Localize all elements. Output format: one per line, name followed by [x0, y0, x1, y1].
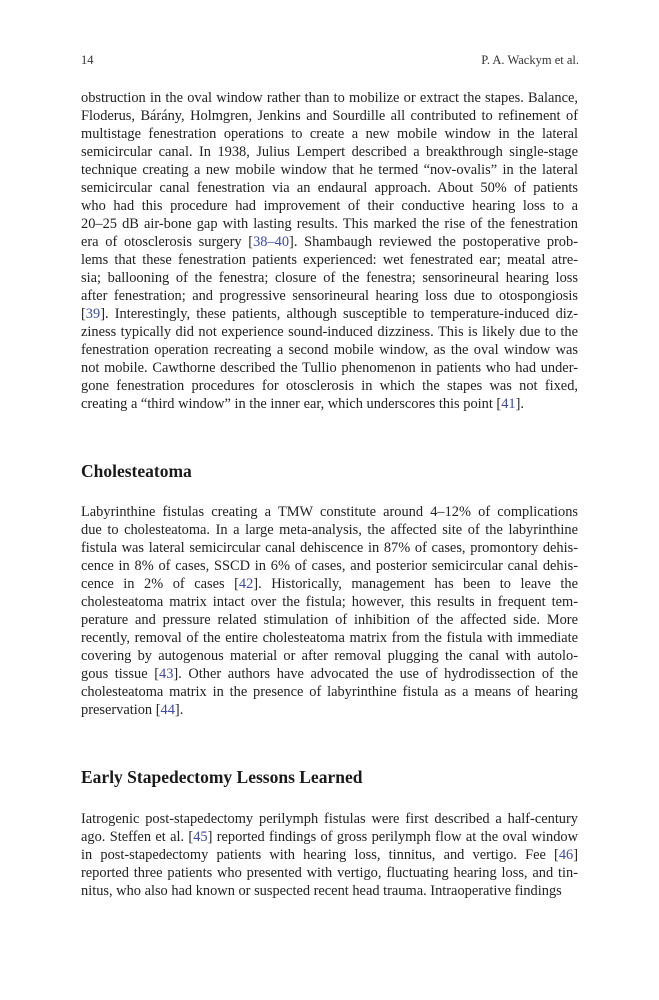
section-heading-cholesteatoma: Cholesteatoma: [81, 461, 192, 481]
citation-link[interactable]: 46: [558, 847, 574, 863]
text-line: [81, 683, 578, 701]
text-segment: nitus, who also had known or suspected recent head trauma. Intraoperative findings: [81, 883, 562, 899]
text-segment: creating a “third window” in the inner ear, which underscores this point [: [81, 396, 502, 412]
text-line: [81, 179, 578, 197]
text-segment: Floderus, Bárány, Holmgren, Jenkins and Sourdille all contributed to refinement of: [81, 108, 578, 124]
text-line: [81, 503, 578, 521]
running-header-author: P. A. Wackym et al.: [481, 53, 579, 67]
text-line: [81, 323, 578, 341]
text-segment: sia; ballooning of the fenestra; closure of the fenestra; sensorineural hearing loss: [81, 270, 578, 286]
text-line: [81, 882, 578, 900]
text-line: [81, 341, 578, 359]
text-segment: lems that these fenestration patients experienced: wet fenestrated ear; meatal atre-: [81, 252, 578, 268]
text-segment: cholesteatoma matrix intact over the fistula; however, this results in frequent tem-: [81, 594, 578, 610]
text-line: [81, 539, 578, 557]
text-line: [81, 107, 578, 125]
text-segment: preservation [: [81, 702, 161, 718]
text-line: [81, 215, 578, 233]
citation-link[interactable]: 39: [85, 306, 101, 322]
text-segment: after fenestration; and progressive sensorineural hearing loss due to otospongiosis: [81, 288, 578, 304]
text-segment: ] reported findings of gross perilymph flow at the oval window: [207, 829, 578, 845]
text-line: [81, 359, 578, 377]
text-segment: gous tissue [: [81, 666, 159, 682]
text-line: [81, 287, 578, 305]
text-line: [81, 305, 578, 323]
text-line: [81, 611, 578, 629]
text-line: [81, 377, 578, 395]
text-line: [81, 521, 578, 539]
body-paragraph-intro: [81, 89, 578, 413]
text-line: [81, 125, 578, 143]
text-segment: reported three patients who presented with vertigo, fluctuating hearing loss, and tin-: [81, 865, 578, 881]
text-line: [81, 161, 578, 179]
text-segment: Iatrogenic post-stapedectomy perilymph fistulas were first described a half-century: [81, 811, 578, 827]
citation-link[interactable]: 44: [160, 702, 175, 718]
citation-link[interactable]: 42: [238, 576, 254, 592]
text-line: [81, 89, 578, 107]
text-segment: recently, removal of the entire cholesteatoma matrix from the fistula with immediate: [81, 630, 578, 646]
text-line: [81, 665, 578, 683]
citation-link[interactable]: 41: [501, 396, 516, 412]
text-segment: ziness typically did not experience sound-induced dizziness. This is likely due to the: [81, 324, 578, 340]
text-segment: semicircular canal. In 1938, Julius Lempert described a breakthrough single-stage: [81, 144, 578, 160]
text-line: [81, 557, 578, 575]
section-heading-early-stapedectomy: Early Stapedectomy Lessons Learned: [81, 767, 363, 787]
text-segment: ].: [515, 396, 524, 412]
text-line: [81, 629, 578, 647]
text-segment: who had this procedure had improvement of their conductive hearing loss to a: [81, 198, 578, 214]
text-segment: era of otosclerosis surgery [: [81, 234, 254, 250]
text-segment: ]. Other authors have advocated the use of hydrodissection of the: [173, 666, 578, 682]
text-line: [81, 864, 578, 882]
text-segment: gone fenestration procedures for otosclerosis in which the stapes was not fixed,: [81, 378, 578, 394]
text-line: [81, 197, 578, 215]
text-segment: Labyrinthine fistulas creating a TMW constitute around 4–12% of complications: [81, 504, 578, 520]
text-segment: ].: [174, 702, 184, 718]
text-line: [81, 143, 578, 161]
text-segment: cholesteatoma matrix in the presence of labyrinthine fistula as a means of hearing: [81, 684, 578, 700]
text-segment: fistula was lateral semicircular canal dehiscence in 87% of cases, promontory dehis-: [81, 540, 578, 556]
text-segment: not mobile. Cawthorne described the Tullio phenomenon in patients who had under-: [81, 360, 578, 376]
page-number: 14: [81, 53, 94, 67]
text-line: [81, 251, 578, 269]
body-paragraph-cholesteatoma: [81, 503, 578, 719]
text-line: [81, 828, 578, 846]
text-line: [81, 395, 578, 413]
text-segment: ]. Shambaugh reviewed the postoperative prob-: [289, 234, 578, 250]
text-segment: [: [81, 306, 86, 322]
text-segment: covering by autogenous material or after removal plugging the canal with autolo-: [81, 648, 578, 664]
text-segment: in post-stapedectomy patients with hearing loss, tinnitus, and vertigo. Fee [: [81, 847, 559, 863]
text-line: [81, 269, 578, 287]
text-segment: fenestration operation recreating a second mobile window, as the oval window was: [81, 342, 578, 358]
text-segment: ago. Steffen et al. [: [81, 829, 194, 845]
body-paragraph-early-stapedectomy: [81, 810, 578, 900]
text-line: [81, 593, 578, 611]
text-segment: cence in 2% of cases [: [81, 576, 239, 592]
text-line: [81, 701, 578, 719]
text-segment: obstruction in the oval window rather than to mobilize or extract the stapes. Balance,: [81, 90, 578, 106]
text-segment: due to cholesteatoma. In a large meta-analysis, the affected site of the labyrinthine: [81, 522, 578, 538]
text-line: [81, 233, 578, 251]
text-segment: multistage fenestration operations to create a new mobile window in the lateral: [81, 126, 578, 142]
text-segment: technique creating a new mobile window that he termed “nov-ovalis” in the lateral: [81, 162, 578, 178]
text-segment: 20–25 dB air-bone gap with lasting results. This marked the rise of the fenestration: [81, 216, 578, 232]
text-segment: ]. Historically, management has been to leave the: [253, 576, 578, 592]
text-segment: semicircular canal fenestration via an endaural approach. About 50% of patients: [81, 180, 578, 196]
text-line: [81, 810, 578, 828]
text-segment: perature and pressure related stimulation of inhibition of the affected side. More: [81, 612, 578, 628]
text-line: [81, 846, 578, 864]
citation-link[interactable]: 38–40: [253, 234, 290, 250]
text-segment: ]. Interestingly, these patients, although susceptible to temperature-induced diz-: [100, 306, 578, 322]
text-segment: ]: [573, 847, 578, 863]
text-segment: cence in 8% of cases, SSCD in 6% of cases, and posterior semicircular canal dehis-: [81, 558, 578, 574]
text-line: [81, 647, 578, 665]
citation-link[interactable]: 43: [159, 666, 174, 682]
text-line: [81, 575, 578, 593]
citation-link[interactable]: 45: [193, 829, 208, 845]
